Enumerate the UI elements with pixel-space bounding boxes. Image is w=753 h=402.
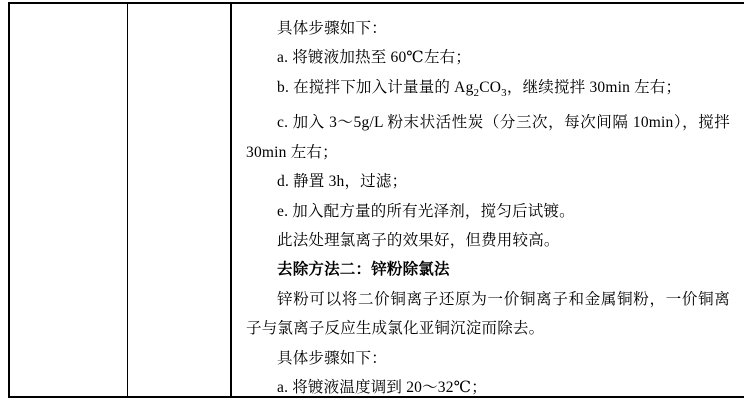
heading-method-two: 去除方法二：锌粉除氯法 <box>277 261 450 279</box>
table-column-content <box>232 4 744 396</box>
step-b-1-mid: CO <box>479 78 502 96</box>
paragraph-step-d-1: d. 静置 3h，过滤； <box>277 173 408 191</box>
paragraph-step-e-1: e. 加入配方量的所有光泽剂，搅匀后试镀。 <box>277 202 575 220</box>
paragraph-steps-intro-2: 具体步骤如下： <box>277 349 387 367</box>
step-b-1-pre: b. 在搅拌下加入计量量的 Ag <box>277 78 474 96</box>
content-table <box>8 2 744 398</box>
paragraph-step-a-1: a. 将镀液加热至 60℃左右； <box>277 49 472 67</box>
paragraph-step-c-1: c. 加入 3～5g/L 粉末状活性炭（分三次，每次间隔 10min），搅拌 30min 左右； <box>246 114 730 161</box>
paragraph-steps-intro-1: 具体步骤如下： <box>277 20 387 37</box>
step-b-1-post: ，继续搅拌 30min 左右； <box>506 78 682 96</box>
paragraph-method-two-description: 锌粉可以将二价铜离子还原为一价铜离子和金属铜粉，一价铜离子与氯离子反应生成氯化亚铜沉淀而除去。 <box>246 290 730 338</box>
table-column-first <box>10 4 128 396</box>
paragraph-note-1: 此法处理氯离子的效果好，但费用较高。 <box>277 231 560 249</box>
table-column-second <box>128 4 232 396</box>
paragraph-step-a-2: a. 将镀液温度调到 20～32℃； <box>277 378 487 396</box>
step-b-1-sub1: 2 <box>473 86 480 99</box>
step-b-1-sub2: 3 <box>501 86 507 99</box>
paragraph-step-b-1 <box>246 73 730 109</box>
